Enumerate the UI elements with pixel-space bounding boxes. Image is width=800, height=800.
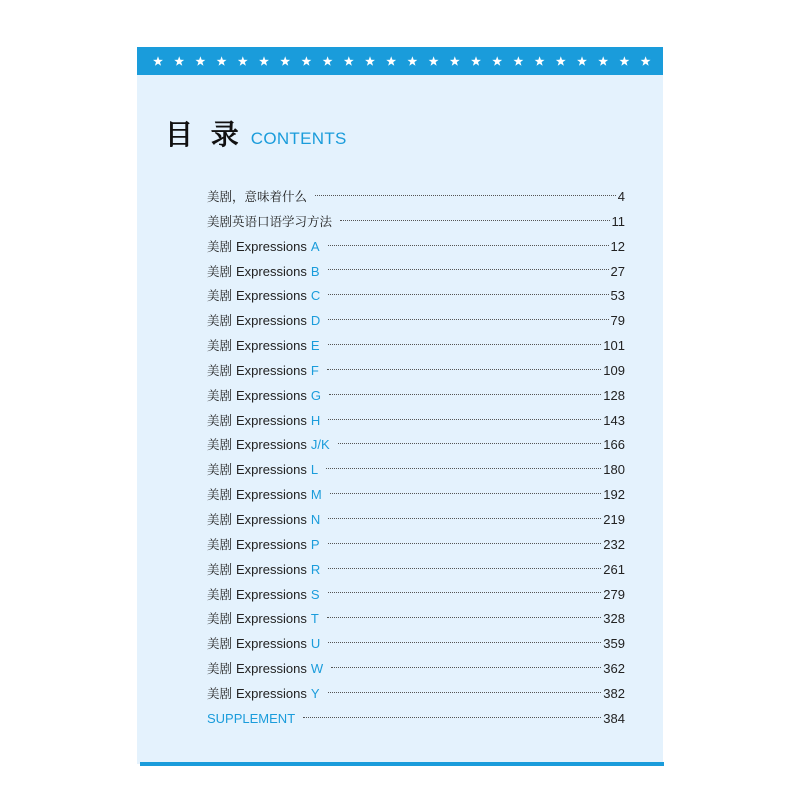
toc-entry-word: Expressions bbox=[236, 412, 307, 428]
toc-entry[interactable] bbox=[207, 508, 625, 533]
toc-entry-word: Expressions bbox=[236, 636, 307, 652]
toc-entry-letter: U bbox=[310, 636, 321, 652]
toc-entry-label bbox=[207, 607, 319, 632]
toc-entry-prefix: 美剧 bbox=[207, 536, 233, 552]
toc-entry-page: 328 bbox=[603, 611, 625, 627]
toc-entry-prefix: 美剧 bbox=[207, 511, 233, 527]
toc-entry-letter: S bbox=[310, 586, 320, 602]
toc-entry-page: 27 bbox=[610, 263, 625, 279]
star-icon bbox=[259, 56, 269, 65]
toc-entry-word: Expressions bbox=[236, 288, 307, 304]
toc-entry-prefix: 美剧 bbox=[207, 561, 233, 577]
toc-entry[interactable] bbox=[207, 359, 625, 384]
star-icon bbox=[365, 56, 375, 65]
toc-entry-page: 192 bbox=[603, 487, 625, 503]
star-band bbox=[137, 47, 663, 75]
toc-entry-page: 128 bbox=[603, 387, 625, 403]
toc-entry-prefix: 美剧 bbox=[207, 238, 233, 254]
toc-entry-word: Expressions bbox=[236, 362, 307, 378]
toc-entry-letter: B bbox=[310, 263, 320, 279]
toc-entry[interactable] bbox=[207, 657, 625, 682]
toc-entry-prefix: 美剧 bbox=[207, 636, 233, 652]
toc-entry-prefix: 美剧 bbox=[207, 263, 233, 279]
toc-entry-prefix: 美剧 bbox=[207, 487, 233, 503]
toc-entry-word: Expressions bbox=[236, 238, 307, 254]
star-icon bbox=[238, 56, 248, 65]
toc-entry[interactable] bbox=[207, 483, 625, 508]
table-of-contents bbox=[207, 185, 625, 732]
dot-leader bbox=[326, 468, 601, 469]
toc-entry-letter: H bbox=[310, 412, 321, 428]
star-icon bbox=[556, 56, 566, 65]
dot-leader bbox=[328, 245, 609, 246]
toc-entry-label bbox=[207, 483, 322, 508]
toc-entry[interactable] bbox=[207, 210, 625, 235]
dot-leader bbox=[328, 692, 602, 693]
star-icon bbox=[174, 56, 184, 65]
toc-entry-letter: Y bbox=[310, 685, 320, 701]
page-title bbox=[165, 113, 347, 149]
toc-entry-label bbox=[207, 235, 320, 260]
toc-entry-letter: A bbox=[310, 238, 320, 254]
star-icon bbox=[471, 56, 481, 65]
toc-entry-label bbox=[207, 409, 320, 434]
toc-entry[interactable] bbox=[207, 409, 625, 434]
title-chinese: 目 录 bbox=[165, 118, 243, 151]
star-icon bbox=[429, 56, 439, 65]
toc-entry-label bbox=[207, 433, 330, 458]
toc-entry-label bbox=[207, 533, 320, 558]
toc-entry-word: Expressions bbox=[236, 685, 307, 701]
toc-entry-page: 143 bbox=[603, 412, 625, 428]
star-icon bbox=[280, 56, 290, 65]
toc-entry-prefix: 美剧 bbox=[207, 288, 233, 304]
toc-entry-word: Expressions bbox=[236, 611, 307, 627]
toc-entry-letter: W bbox=[310, 661, 324, 677]
toc-entry-page: 4 bbox=[617, 189, 625, 204]
toc-entry-word: Expressions bbox=[236, 313, 307, 329]
toc-entry-prefix: 美剧 bbox=[207, 313, 233, 329]
toc-entry-word: Expressions bbox=[236, 487, 307, 503]
toc-entry-page: 384 bbox=[603, 710, 625, 726]
dot-leader bbox=[328, 518, 601, 519]
dot-leader bbox=[327, 617, 602, 618]
toc-entry-title: 美剧，意味着什么 bbox=[207, 189, 308, 204]
toc-entry-page: 101 bbox=[603, 338, 625, 354]
toc-entry-page: 219 bbox=[603, 511, 625, 527]
toc-entry[interactable] bbox=[207, 583, 625, 608]
star-icon bbox=[619, 56, 629, 65]
toc-entry-prefix: 美剧 bbox=[207, 462, 233, 478]
toc-entry-page: 166 bbox=[603, 437, 625, 453]
toc-entry-letter: J/K bbox=[310, 437, 330, 453]
toc-entry-page: 232 bbox=[603, 536, 625, 552]
title-english: CONTENTS bbox=[250, 129, 347, 148]
toc-entry-label bbox=[207, 632, 320, 657]
toc-entry[interactable] bbox=[207, 607, 625, 632]
dot-leader bbox=[328, 642, 601, 643]
toc-entry-word: Expressions bbox=[236, 387, 307, 403]
star-band-svg bbox=[137, 47, 663, 75]
bottom-rule bbox=[140, 762, 664, 766]
toc-entry-letter: N bbox=[310, 511, 321, 527]
dot-leader bbox=[331, 667, 601, 668]
toc-entry-supplement: SUPPLEMENT bbox=[207, 710, 296, 726]
toc-entry-label bbox=[207, 384, 321, 409]
dot-leader bbox=[328, 319, 608, 320]
toc-entry-page: 382 bbox=[603, 685, 625, 701]
toc-entry-label bbox=[207, 185, 307, 210]
toc-entry-word: Expressions bbox=[236, 561, 307, 577]
toc-entry-word: Expressions bbox=[236, 437, 307, 453]
toc-entry-label bbox=[207, 210, 332, 235]
toc-entry[interactable] bbox=[207, 334, 625, 359]
toc-entry-page: 362 bbox=[603, 661, 625, 677]
toc-entry-page: 261 bbox=[603, 561, 625, 577]
toc-entry-label bbox=[207, 558, 320, 583]
toc-entry-letter: D bbox=[310, 313, 321, 329]
star-icon bbox=[217, 56, 227, 65]
dot-leader bbox=[330, 493, 602, 494]
dot-leader bbox=[340, 220, 609, 221]
toc-entry-page: 12 bbox=[610, 238, 625, 254]
toc-entry-prefix: 美剧 bbox=[207, 338, 233, 354]
toc-entry-letter: P bbox=[310, 536, 320, 552]
toc-entry-word: Expressions bbox=[236, 586, 307, 602]
toc-entry-word: Expressions bbox=[236, 661, 307, 677]
toc-entry-prefix: 美剧 bbox=[207, 437, 233, 453]
star-icon bbox=[577, 56, 587, 65]
star-icon bbox=[153, 56, 163, 65]
toc-entry-word: Expressions bbox=[236, 338, 307, 354]
toc-entry-label bbox=[207, 260, 320, 285]
toc-entry-label bbox=[207, 359, 319, 384]
star-icon bbox=[641, 56, 651, 65]
toc-entry[interactable] bbox=[207, 632, 625, 657]
dot-leader bbox=[338, 443, 602, 444]
toc-entry-letter: L bbox=[310, 462, 319, 478]
star-icon bbox=[513, 56, 523, 65]
toc-entry-page: 53 bbox=[610, 288, 625, 304]
toc-entry-word: Expressions bbox=[236, 511, 307, 527]
toc-entry-word: Expressions bbox=[236, 263, 307, 279]
toc-entry[interactable] bbox=[207, 309, 625, 334]
toc-entry-label bbox=[207, 458, 318, 483]
toc-entry-label bbox=[207, 657, 323, 682]
toc-entry[interactable] bbox=[207, 458, 625, 483]
toc-entry[interactable] bbox=[207, 235, 625, 260]
toc-entry-letter: F bbox=[310, 362, 319, 378]
toc-entry-label bbox=[207, 707, 295, 732]
dot-leader bbox=[329, 394, 601, 395]
dot-leader bbox=[328, 344, 602, 345]
toc-entry[interactable] bbox=[207, 682, 625, 707]
toc-entry-word: Expressions bbox=[236, 462, 307, 478]
toc-entry-label bbox=[207, 508, 320, 533]
star-icon bbox=[407, 56, 417, 65]
star-icon bbox=[450, 56, 460, 65]
toc-entry-page: 79 bbox=[610, 313, 625, 329]
toc-entry[interactable] bbox=[207, 260, 625, 285]
toc-entry-letter: R bbox=[310, 561, 321, 577]
dot-leader bbox=[328, 543, 602, 544]
toc-entry-prefix: 美剧 bbox=[207, 586, 233, 602]
star-icon bbox=[535, 56, 545, 65]
toc-entry-prefix: 美剧 bbox=[207, 611, 233, 627]
toc-entry-letter: M bbox=[310, 487, 322, 503]
toc-entry-prefix: 美剧 bbox=[207, 362, 233, 378]
toc-entry-label bbox=[207, 583, 320, 608]
toc-entry-label bbox=[207, 682, 320, 707]
star-icon bbox=[323, 56, 333, 65]
toc-entry[interactable] bbox=[207, 185, 625, 210]
toc-entry-page: 359 bbox=[603, 636, 625, 652]
toc-entry-label bbox=[207, 309, 320, 334]
toc-entry[interactable] bbox=[207, 558, 625, 583]
toc-entry-title: 美剧英语口语学习方法 bbox=[207, 213, 333, 229]
toc-entry[interactable] bbox=[207, 707, 625, 732]
star-icon bbox=[301, 56, 311, 65]
dot-leader bbox=[328, 294, 608, 295]
toc-entry-label bbox=[207, 334, 320, 359]
toc-entry-prefix: 美剧 bbox=[207, 661, 233, 677]
dot-leader bbox=[328, 568, 601, 569]
star-icon bbox=[195, 56, 205, 65]
toc-entry[interactable] bbox=[207, 384, 625, 409]
toc-entry-label bbox=[207, 284, 320, 309]
toc-entry-prefix: 美剧 bbox=[207, 387, 233, 403]
star-icon bbox=[492, 56, 502, 65]
dot-leader bbox=[327, 369, 602, 370]
dot-leader bbox=[328, 269, 609, 270]
toc-entry-prefix: 美剧 bbox=[207, 685, 233, 701]
dot-leader bbox=[315, 195, 616, 196]
toc-entry-page: 279 bbox=[603, 586, 625, 602]
toc-entry-word: Expressions bbox=[236, 536, 307, 552]
toc-entry-letter: E bbox=[310, 338, 320, 354]
toc-entry[interactable] bbox=[207, 433, 625, 458]
toc-entry-page: 180 bbox=[603, 462, 625, 478]
dot-leader bbox=[328, 419, 601, 420]
toc-entry-letter: C bbox=[310, 288, 321, 304]
star-icon bbox=[386, 56, 396, 65]
toc-entry-page: 11 bbox=[611, 213, 625, 229]
toc-entry-letter: T bbox=[310, 611, 319, 627]
toc-entry[interactable] bbox=[207, 284, 625, 309]
dot-leader bbox=[303, 717, 601, 718]
dot-leader bbox=[328, 592, 602, 593]
toc-entry-prefix: 美剧 bbox=[207, 412, 233, 428]
star-icon bbox=[344, 56, 354, 65]
star-icon bbox=[598, 56, 608, 65]
toc-entry[interactable] bbox=[207, 533, 625, 558]
toc-entry-letter: G bbox=[310, 387, 321, 403]
toc-entry-page: 109 bbox=[603, 362, 625, 378]
